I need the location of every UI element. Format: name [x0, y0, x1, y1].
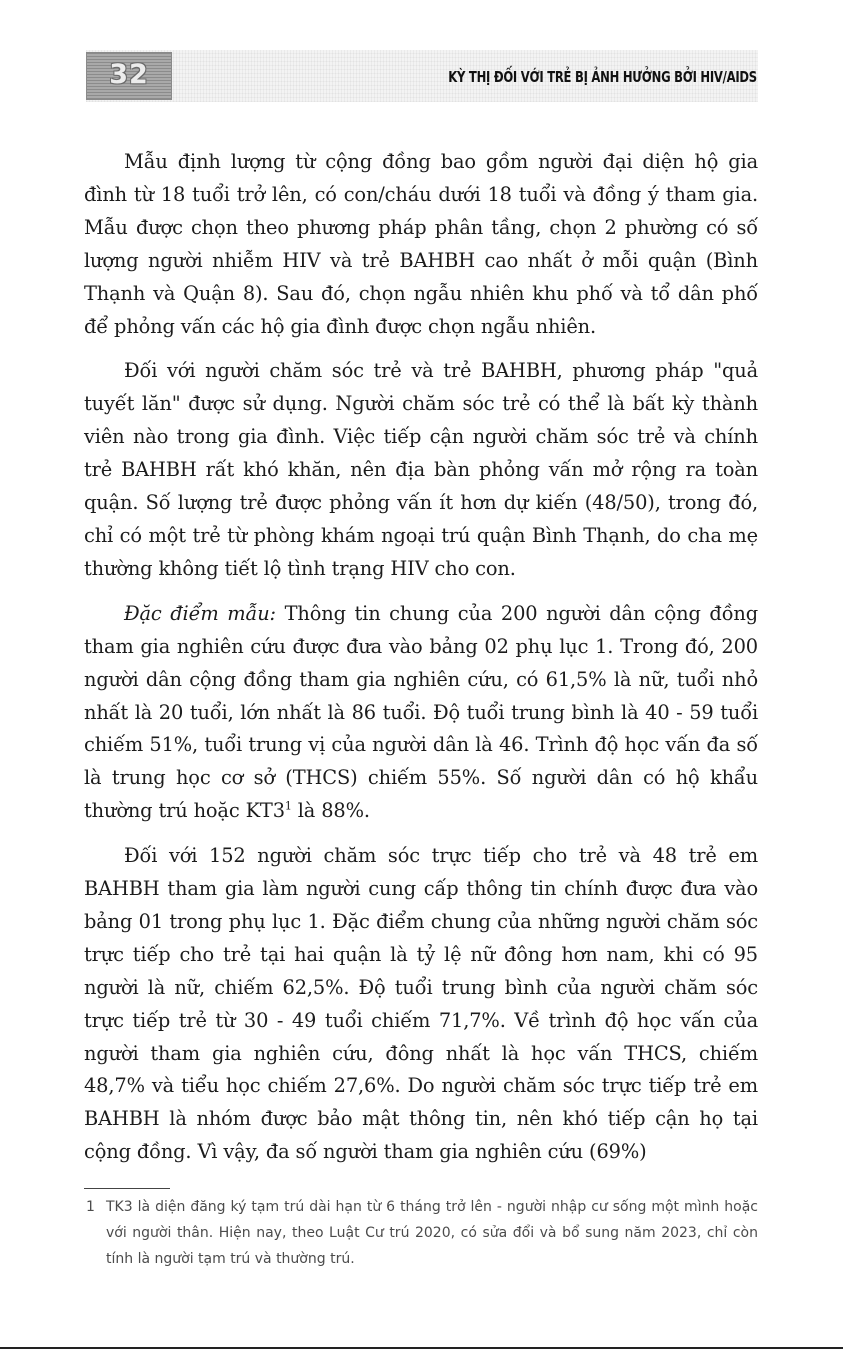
page-bottom-edge — [0, 1347, 843, 1349]
footnote — [84, 1194, 758, 1272]
running-title: KỲ THỊ ĐỐI VỚI TRẺ BỊ ẢNH HƯỞNG BỞI HIV/AIDS — [448, 68, 757, 86]
paragraph-lead: Đặc điểm mẫu: — [124, 601, 276, 625]
paragraph-text: Thông tin chung của 200 người dân cộng đồng tham gia nghiên cứu được đưa vào bảng 02 phụ lục 1. Trong đó, 200 người dân cộng đồng tham gia nghiên cứu, có 61,5% là nữ, tuổi nhỏ nhất là 20 tuổi, lớn nhất là 86 tuổi. Độ tuổi trung bình là 40 - 59 tuổi chiếm 51%, tuổi trung vị của người dân là 46. Trình độ học vấn đa số là trung học cơ sở (THCS) chiếm 55%. Số người dân có hộ khẩu thường trú hoặc KT3 — [84, 601, 759, 823]
paragraph-tail: là 88%. — [291, 799, 370, 823]
footnote-text: TK3 là diện đăng ký tạm trú dài hạn từ 6 tháng trở lên - người nhập cư sống một mình hoặc với người thân. Hiện nay, theo Luật Cư trú 2020, có sửa đổi và bổ sung năm 2023, chỉ còn tính là người tạm trú và thường trú. — [106, 1199, 758, 1267]
body-text — [84, 146, 758, 1181]
paragraph-text: Đối với 152 người chăm sóc trực tiếp cho trẻ và 48 trẻ em BAHBH tham gia làm người cung cấp thông tin chính được đưa vào bảng 01 trong phụ lục 1. Đặc điểm chung của những người chăm sóc trực tiếp cho trẻ tại hai quận là tỷ lệ nữ đông hơn nam, khi có 95 người là nữ, chiếm 62,5%. Độ tuổi trung bình của người chăm sóc trực tiếp trẻ từ 30 - 49 tuổi chiếm 71,7%. Về trình độ học vấn của người tham gia nghiên cứu, đông nhất là học vấn THCS, chiếm 48,7% và tiểu học chiếm 27,6%. Do người chăm sóc trực tiếp trẻ em BAHBH là nhóm được bảo mật thông tin, nên khó tiếp cận họ tại cộng đồng. Vì vậy, đa số người tham gia nghiên cứu (69%) — [84, 844, 758, 1164]
paragraph-1 — [84, 146, 758, 343]
footnote-number: 1 — [86, 1199, 95, 1215]
paragraph-4 — [84, 840, 758, 1169]
paragraph-2 — [84, 355, 758, 585]
footnote-reference[interactable]: 1 — [284, 799, 292, 813]
page-number-box — [86, 52, 172, 100]
paragraph-3 — [84, 598, 758, 828]
paragraph-text: Đối với người chăm sóc trẻ và trẻ BAHBH, phương pháp "quả tuyết lăn" được sử dụng. Người chăm sóc trẻ có thể là bất kỳ thành viên nào trong gia đình. Việc tiếp cận người chăm sóc trẻ và chính trẻ BAHBH rất khó khăn, nên địa bàn phỏng vấn mở rộng ra toàn quận. Số lượng trẻ được phỏng vấn ít hơn dự kiến (48/50), trong đó, chỉ có một trẻ từ phòng khám ngoại trú quận Bình Thạnh, do cha mẹ thường không tiết lộ tình trạng HIV cho con. — [84, 359, 758, 580]
page-number: 32 — [109, 59, 149, 90]
footnote-divider — [84, 1188, 170, 1189]
paragraph-text: Mẫu định lượng từ cộng đồng bao gồm người đại diện hộ gia đình từ 18 tuổi trở lên, có con/cháu dưới 18 tuổi và đồng ý tham gia. Mẫu được chọn theo phương pháp phân tầng, chọn 2 phường có số lượng người nhiễm HIV và trẻ BAHBH cao nhất ở mỗi quận (Bình Thạnh và Quận 8). Sau đó, chọn ngẫu nhiên khu phố và tổ dân phố để phỏng vấn các hộ gia đình được chọn ngẫu nhiên. — [84, 150, 758, 338]
